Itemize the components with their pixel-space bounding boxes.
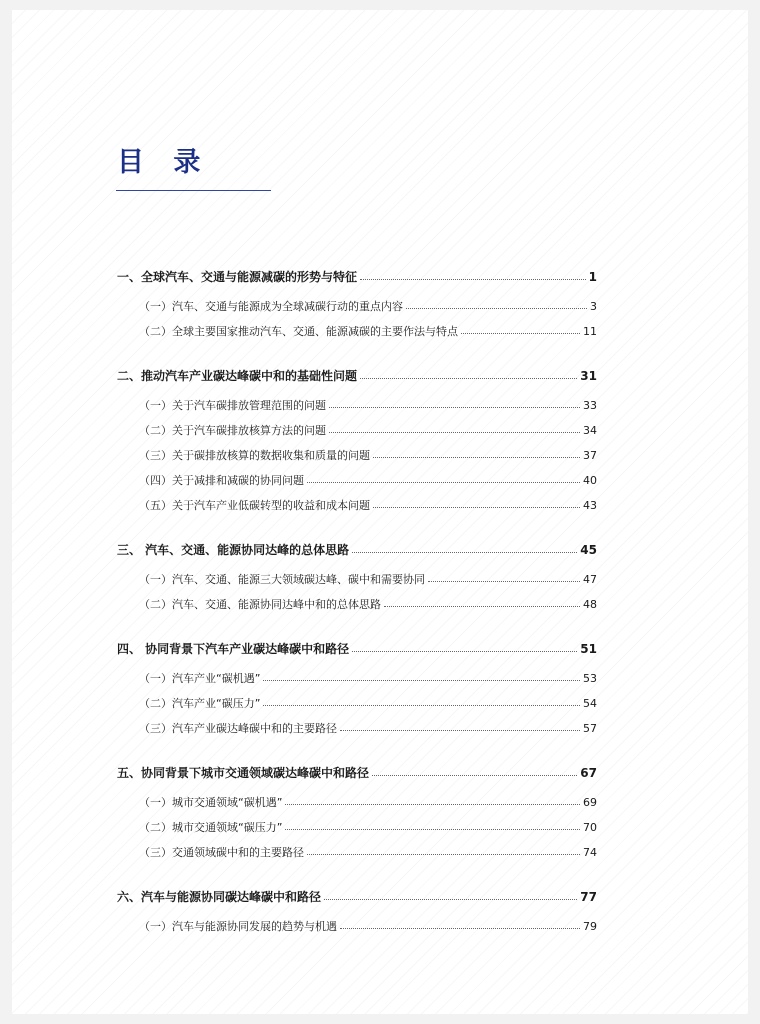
toc-page-number: 69 [583, 796, 597, 809]
toc-chapter-entry[interactable] [117, 362, 597, 391]
page-title: 目 录 [117, 147, 211, 178]
toc-subentry[interactable] [117, 319, 597, 344]
title-underline [116, 190, 271, 191]
toc-page-number: 54 [583, 697, 597, 710]
toc-subentry-label: （三）关于碳排放核算的数据收集和质量的问题 [139, 449, 370, 462]
toc-page-number: 3 [590, 300, 597, 313]
leader-dots [324, 898, 577, 900]
leader-dots [307, 853, 580, 855]
toc-subentry-label: （一）城市交通领域“碳机遇” [139, 796, 283, 809]
leader-dots [285, 803, 580, 805]
toc-subentry-label: （二）汽车、交通、能源协同达峰中和的总体思路 [139, 598, 381, 611]
toc-section [117, 883, 597, 939]
toc-subentry[interactable] [117, 691, 597, 716]
toc-page-number: 11 [583, 325, 597, 338]
toc-subentry[interactable] [117, 393, 597, 418]
toc-subentry-label: （二）城市交通领域“碳压力” [139, 821, 283, 834]
toc-chapter-entry[interactable] [117, 635, 597, 664]
toc-subentry[interactable] [117, 666, 597, 691]
toc-subentry[interactable] [117, 815, 597, 840]
toc-subentry[interactable] [117, 468, 597, 493]
toc-page-number: 33 [583, 399, 597, 412]
toc-chapter-label: 三、 汽车、交通、能源协同达峰的总体思路 [117, 543, 350, 557]
toc-subentry-label: （四）关于减排和减碳的协同问题 [139, 474, 304, 487]
leader-dots [373, 506, 580, 508]
leader-dots [360, 278, 586, 280]
toc-page-number: 1 [588, 270, 597, 284]
toc-subentry[interactable] [117, 443, 597, 468]
toc-chapter-entry[interactable] [117, 883, 597, 912]
toc-subentry-label: （一）关于汽车碳排放管理范围的问题 [139, 399, 326, 412]
table-of-contents [117, 263, 597, 957]
toc-page-number: 47 [583, 573, 597, 586]
toc-section [117, 536, 597, 617]
toc-subentry[interactable] [117, 716, 597, 741]
toc-subentry-label: （一）汽车产业“碳机遇” [139, 672, 261, 685]
toc-page-number: 53 [583, 672, 597, 685]
leader-dots [340, 729, 580, 731]
toc-page-number: 48 [583, 598, 597, 611]
leader-dots [384, 605, 580, 607]
leader-dots [352, 551, 577, 553]
toc-section [117, 759, 597, 865]
leader-dots [360, 377, 577, 379]
toc-page-number: 74 [583, 846, 597, 859]
toc-page-number: 34 [583, 424, 597, 437]
toc-subentry[interactable] [117, 567, 597, 592]
toc-page-number: 40 [583, 474, 597, 487]
toc-subentry-label: （三）汽车产业碳达峰碳中和的主要路径 [139, 722, 337, 735]
toc-subentry[interactable] [117, 294, 597, 319]
toc-subentry[interactable] [117, 592, 597, 617]
toc-subentry[interactable] [117, 790, 597, 815]
toc-chapter-label: 一、全球汽车、交通与能源减碳的形势与特征 [117, 270, 358, 284]
toc-subentry[interactable] [117, 418, 597, 443]
toc-subentry-label: （二）汽车产业“碳压力” [139, 697, 261, 710]
toc-page-number: 67 [580, 766, 597, 780]
leader-dots [373, 456, 580, 458]
toc-subentry[interactable] [117, 914, 597, 939]
leader-dots [307, 481, 580, 483]
leader-dots [340, 927, 580, 929]
toc-subentry[interactable] [117, 840, 597, 865]
toc-subentry-label: （一）汽车、交通、能源三大领域碳达峰、碳中和需要协同 [139, 573, 425, 586]
leader-dots [372, 774, 577, 776]
toc-page-number: 31 [580, 369, 597, 383]
toc-page-number: 37 [583, 449, 597, 462]
leader-dots [352, 650, 577, 652]
toc-subentry-label: （一）汽车与能源协同发展的趋势与机遇 [139, 920, 337, 933]
toc-page-number: 77 [580, 890, 597, 904]
leader-dots [329, 431, 580, 433]
toc-page-number: 51 [580, 642, 597, 656]
toc-section [117, 635, 597, 741]
leader-dots [263, 679, 580, 681]
leader-dots [263, 704, 580, 706]
toc-chapter-entry[interactable] [117, 263, 597, 292]
leader-dots [285, 828, 580, 830]
toc-page-number: 43 [583, 499, 597, 512]
toc-subentry-label: （二）关于汽车碳排放核算方法的问题 [139, 424, 326, 437]
leader-dots [428, 580, 580, 582]
toc-section [117, 263, 597, 344]
toc-subentry[interactable] [117, 493, 597, 518]
toc-page-number: 45 [580, 543, 597, 557]
leader-dots [406, 307, 587, 309]
toc-page-number: 57 [583, 722, 597, 735]
toc-chapter-label: 五、协同背景下城市交通领域碳达峰碳中和路径 [117, 766, 370, 780]
toc-chapter-entry[interactable] [117, 759, 597, 788]
toc-chapter-label: 二、推动汽车产业碳达峰碳中和的基础性问题 [117, 369, 358, 383]
toc-chapter-label: 四、 协同背景下汽车产业碳达峰碳中和路径 [117, 642, 350, 656]
toc-chapter-label: 六、汽车与能源协同碳达峰碳中和路径 [117, 890, 322, 904]
toc-section [117, 362, 597, 518]
document-page [12, 10, 748, 1014]
leader-dots [329, 406, 580, 408]
toc-subentry-label: （一）汽车、交通与能源成为全球减碳行动的重点内容 [139, 300, 403, 313]
toc-subentry-label: （三）交通领域碳中和的主要路径 [139, 846, 304, 859]
toc-page-number: 79 [583, 920, 597, 933]
toc-subentry-label: （五）关于汽车产业低碳转型的收益和成本问题 [139, 499, 370, 512]
toc-chapter-entry[interactable] [117, 536, 597, 565]
toc-subentry-label: （二）全球主要国家推动汽车、交通、能源减碳的主要作法与特点 [139, 325, 458, 338]
leader-dots [461, 332, 580, 334]
toc-page-number: 70 [583, 821, 597, 834]
